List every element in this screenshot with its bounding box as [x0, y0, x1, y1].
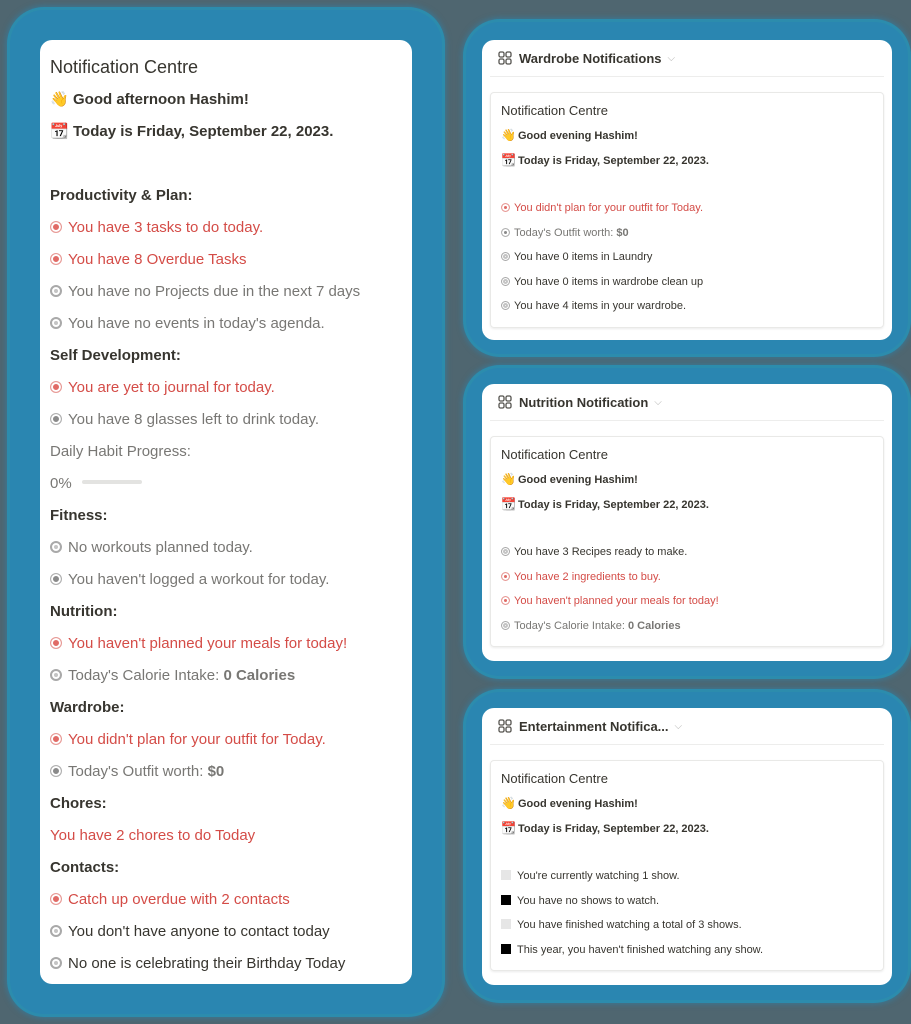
notification-item: Today's Outfit worth: $0 — [50, 756, 402, 788]
red-dot-icon — [501, 203, 510, 212]
widget-header[interactable] — [490, 384, 884, 421]
date-line: 📆 Today is Friday, September 22, 2023. — [501, 148, 873, 173]
greeting: 👋 Good evening Hashim! — [501, 791, 873, 816]
grey-dot-icon — [50, 573, 62, 585]
date-line: 📆 Today is Friday, September 22, 2023. — [50, 116, 402, 148]
calendar-icon: 📆 — [50, 123, 69, 140]
ring-icon — [50, 285, 62, 297]
notification-item: You're currently watching 1 show. — [501, 864, 873, 889]
red-dot-icon — [50, 893, 62, 905]
notification-item: You have 8 Overdue Tasks — [50, 244, 402, 276]
card-title: Notification Centre — [50, 57, 199, 77]
greeting: 👋 Good evening Hashim! — [501, 467, 873, 492]
ring-icon — [501, 547, 510, 556]
notification-item: You have 3 Recipes ready to make. — [501, 540, 873, 565]
section-heading-contacts: Contacts: — [50, 859, 120, 876]
habit-progress — [50, 468, 402, 500]
notification-item: You have 2 chores to do Today — [50, 827, 256, 844]
main-notification-card — [40, 40, 412, 984]
notification-item: You didn't plan for your outfit for Today. — [50, 724, 402, 756]
notification-item: Today's Calorie Intake: 0 Calories — [50, 660, 402, 692]
notification-item: You have no Projects due in the next 7 days — [50, 276, 402, 308]
notification-item: You have 8 glasses left to drink today. — [50, 404, 402, 436]
red-dot-icon — [50, 253, 62, 265]
black-square-icon — [501, 895, 511, 905]
ring-icon — [501, 301, 510, 310]
section-heading-nutrition: Nutrition: — [50, 603, 118, 620]
ring-icon — [50, 541, 62, 553]
notification-item: You have finished watching a total of 3 shows. — [501, 913, 873, 938]
progress-bar — [82, 480, 142, 484]
greeting: 👋 Good evening Hashim! — [501, 123, 873, 148]
card-title: Notification Centre — [501, 447, 608, 462]
card-title: Notification Centre — [501, 771, 608, 786]
grey-dot-icon — [501, 228, 510, 237]
notification-item: This year, you haven't finished watching any show. — [501, 938, 873, 963]
notification-item: You have 4 items in your wardrobe. — [501, 294, 873, 319]
widget-content — [490, 760, 884, 971]
notification-item: You are yet to journal for today. — [50, 372, 402, 404]
widget-view-title: Entertainment Notifica... — [519, 718, 669, 734]
widget-view-title: Nutrition Notification — [519, 394, 649, 410]
notification-item: You haven't planned your meals for today! — [50, 628, 402, 660]
notification-item: You don't have anyone to contact today — [50, 916, 402, 948]
notification-item: Catch up overdue with 2 contacts — [50, 884, 402, 916]
widget-header[interactable] — [490, 708, 884, 745]
red-dot-icon — [50, 637, 62, 649]
ring-icon — [501, 252, 510, 261]
red-dot-icon — [501, 596, 510, 605]
gallery-view-icon — [498, 395, 512, 409]
section-heading-chores: Chores: — [50, 795, 107, 812]
waving-hand-icon: 👋 — [50, 91, 69, 108]
habit-progress-value: 0% — [50, 475, 72, 492]
red-dot-icon — [50, 381, 62, 393]
notification-item: You have 3 tasks to do today. — [50, 212, 402, 244]
ring-icon — [50, 925, 62, 937]
entertainment-widget — [482, 708, 892, 985]
notification-item: You have no shows to watch. — [501, 889, 873, 914]
date-line: 📆 Today is Friday, September 22, 2023. — [501, 492, 873, 517]
widget-content — [490, 436, 884, 647]
section-heading-productivity: Productivity & Plan: — [50, 187, 193, 204]
wardrobe-widget — [482, 40, 892, 340]
ring-icon — [501, 621, 510, 630]
notification-item: You didn't plan for your outfit for Today. — [501, 196, 873, 221]
chevron-down-icon[interactable]: ⌵ — [654, 396, 662, 408]
ring-icon — [50, 957, 62, 969]
waving-hand-icon: 👋 — [501, 128, 516, 142]
card-title: Notification Centre — [501, 103, 608, 118]
light-square-icon — [501, 919, 511, 929]
nutrition-widget — [482, 384, 892, 661]
habit-progress-label: Daily Habit Progress: — [50, 443, 191, 460]
grey-dot-icon — [50, 765, 62, 777]
notification-item: Today's Calorie Intake: 0 Calories — [501, 614, 873, 639]
waving-hand-icon: 👋 — [501, 472, 516, 486]
widget-header[interactable] — [490, 40, 884, 77]
chevron-down-icon[interactable]: ⌵ — [674, 720, 683, 732]
chevron-down-icon[interactable]: ⌵ — [667, 52, 676, 64]
notification-item: You have 0 items in wardrobe clean up — [501, 270, 873, 295]
red-dot-icon — [50, 733, 62, 745]
section-heading-self-development: Self Development: — [50, 347, 181, 364]
widget-content — [490, 92, 884, 328]
notification-item: You haven't logged a workout for today. — [50, 564, 402, 596]
ring-icon — [50, 317, 62, 329]
notification-item: You have 0 items in Laundry — [501, 245, 873, 270]
red-dot-icon — [50, 221, 62, 233]
light-square-icon — [501, 870, 511, 880]
greeting: 👋 Good afternoon Hashim! — [50, 84, 402, 116]
calendar-icon: 📆 — [501, 496, 516, 511]
ring-icon — [501, 277, 510, 286]
black-square-icon — [501, 944, 511, 954]
calendar-icon: 📆 — [501, 152, 516, 167]
notification-item: You have no events in today's agenda. — [50, 308, 402, 340]
section-heading-fitness: Fitness: — [50, 507, 108, 524]
waving-hand-icon: 👋 — [501, 796, 516, 810]
gallery-view-icon — [498, 719, 512, 733]
notification-item: You haven't planned your meals for today! — [501, 589, 873, 614]
notification-item: Today's Outfit worth: $0 — [501, 221, 873, 246]
notification-item: No workouts planned today. — [50, 532, 402, 564]
date-line: 📆 Today is Friday, September 22, 2023. — [501, 816, 873, 841]
widget-view-title: Wardrobe Notifications — [519, 50, 662, 66]
section-heading-wardrobe: Wardrobe: — [50, 699, 125, 716]
calendar-icon: 📆 — [501, 820, 516, 835]
notification-item: You have 2 ingredients to buy. — [501, 565, 873, 590]
gallery-view-icon — [498, 51, 512, 65]
red-dot-icon — [501, 572, 510, 581]
ring-icon — [50, 669, 62, 681]
notification-item: No one is celebrating their Birthday Today — [50, 948, 402, 980]
grey-dot-icon — [50, 413, 62, 425]
